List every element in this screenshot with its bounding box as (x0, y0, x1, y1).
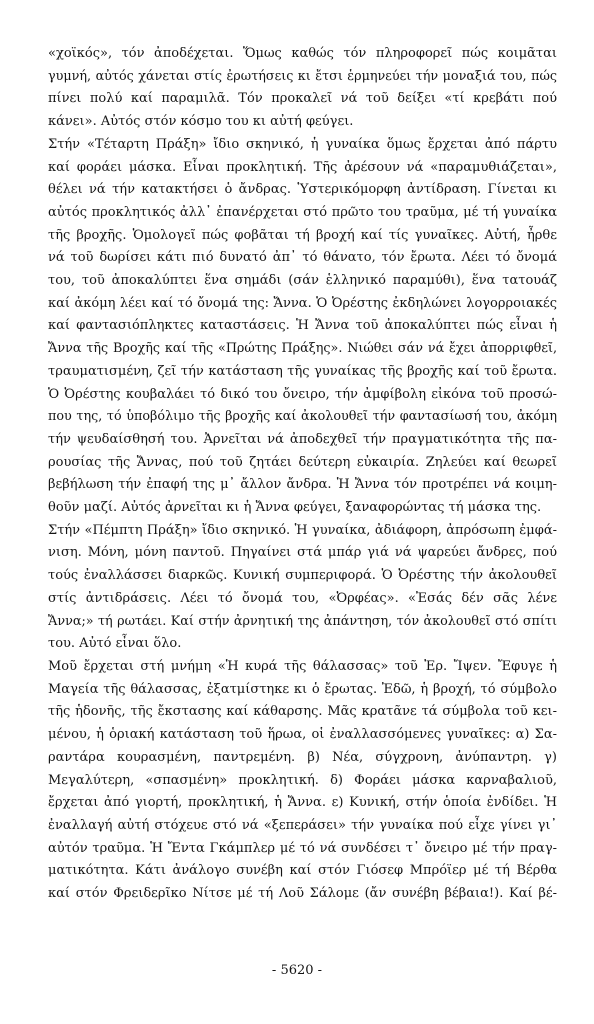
text-line: καί στόν Φρειδερῖκο Νίτσε μέ τή Λοῦ Σάλομε (ἄν συνέβη βέβαια!). Καί βέ- (48, 886, 557, 902)
text-line: του. Αὐτό εἶναι ὅλο. (48, 636, 182, 652)
text-line: ρουσίας τῆς Ἄννας, πού τοῦ ζητάει δεύτερη εὐκαιρία. Ζηλεύει καί θεωρεῖ (48, 454, 557, 470)
text-line: του, τοῦ ἀποκαλύπτει ἕνα σημάδι (σάν ἑλληνικό παραμύθι), ἕνα τατουάζ (48, 273, 557, 289)
text-line: ραντάρα κουρασμένη, παντρεμένη. β) Νέα, σύγχρονη, ἀνύπαντρη. γ) (48, 749, 557, 765)
text-line: τούς ἐναλλάσσει διαρκῶς. Κυνική συμπεριφορά. Ὁ Ὀρέστης τήν ἀκολουθεῖ (48, 568, 557, 584)
text-line: Μαγεία τῆς θάλασσας, ἐξατμίστηκε κι ὁ ἔρωτας. Ἐδῶ, ἡ βροχή, τό σύμβολο (48, 681, 557, 697)
text-line: που της, τό ὑποβόλιμο τῆς βροχῆς καί ἀκολουθεῖ τήν φαντασίωσή του, ἀκόμη (48, 409, 557, 425)
text-line: μένου, ἡ ὁριακή κατάσταση τοῦ ἥρωα, οἱ ἐναλλασσόμενες γυναῖκες: α) Σα- (48, 727, 557, 743)
text-line: γυμνή, αὐτός χάνεται στίς ἐρωτήσεις κι ἔτσι ἑρμηνεύει τήν μοναξιά του, πώς (48, 68, 557, 84)
text-line: Ἄννα;» τή ρωτάει. Καί στήν ἀρνητική της ἀπάντηση, τόν ἀκολουθεῖ στό σπίτι (48, 613, 557, 629)
text-line: καί φαντασιόπληκτες καταστάσεις. Ἡ Ἄννα τοῦ ἀποκαλύπτει πώς εἶναι ἡ (48, 318, 557, 334)
text-line: νά τοῦ δωρίσει κάτι πιό δυνατό ἀπ᾽ τό θάνατο, τόν ἔρωτα. Λέει τό ὄνομά (48, 250, 557, 266)
text-line: «χοϊκός», τόν ἀποδέχεται. Ὅμως καθώς τόν πληροφορεῖ πώς κοιμᾶται (48, 46, 557, 61)
text-line: ματικότητα. Κάτι ἀνάλογο συνέβη καί στόν Γιόσεφ Μπρόϊερ μέ τή Βέρθα (48, 863, 557, 879)
text-line: βεβήλωση τήν ἐπαφή της μ᾽ ἄλλον ἄνδρα. Ἡ Ἄννα τόν προτρέπει νά κοιμη- (48, 477, 557, 493)
text-line: Μοῦ ἔρχεται στή μνήμη «Ἡ κυρά τῆς θάλασσας» τοῦ Ἐρ. Ἴψεν. Ἔφυγε ἡ (48, 658, 557, 674)
text-line: τραυματισμένη, ζεῖ τήν κατάσταση τῆς γυναίκας τῆς βροχῆς καί τοῦ ἔρωτα. (48, 363, 557, 379)
text-line: τήν ψευδαίσθησή του. Ἀρνεῖται νά ἀποδεχθεῖ τήν πραγματικότητα τῆς πα- (48, 431, 557, 447)
text-line: αὐτός προκλητικός ἀλλ᾽ ἐπανέρχεται στό πρῶτο του τραῦμα, μέ τή γυναίκα (48, 204, 557, 220)
body-text (48, 43, 557, 906)
text-line: ἐναλλαγή αὐτή στόχευε στό νά «ξεπεράσει» τήν γυναίκα πού εἶχε γίνει γι᾽ (48, 817, 557, 833)
text-line: ἔρχεται ἀπό γιορτή, προκλητική, ἡ Ἄννα. ε) Κυνική, στήν ὁποία ἐνδίδει. Ἡ (48, 795, 557, 811)
text-line: αὐτόν τραῦμα. Ἡ Ἔντα Γκάμπλερ μέ τό νά συνδέσει τ᾽ ὄνειρο μέ τήν πραγ- (48, 840, 557, 856)
text-line: νιση. Μόνη, μόνη παντοῦ. Πηγαίνει στά μπάρ γιά νά ψαρεύει ἄνδρες, πού (48, 545, 557, 561)
text-line: Στήν «Τέταρτη Πράξη» ἴδιο σκηνικό, ἡ γυναίκα ὅμως ἔρχεται ἀπό πάρτυ (48, 136, 557, 152)
text-line: Στήν «Πέμπτη Πράξη» ἴδιο σκηνικό. Ἡ γυναίκα, ἀδιάφορη, ἀπρόσωπη ἐμφά- (48, 522, 557, 538)
text-line: κάνει». Αὐτός στόν κόσμο του κι αὐτή φεύγει. (48, 114, 354, 130)
text-line: θέλει νά τήν κατακτήσει ὁ ἄνδρας. Ὑστερικόμορφη ἀντίδραση. Γίνεται κι (48, 182, 557, 198)
text-line: καί φοράει μάσκα. Εἶναι προκλητική. Τῆς ἀρέσουν νά «παραμυθιάζεται», (48, 159, 557, 175)
text-line: καί ἀκόμη λέει καί τό ὄνομά της: Ἄννα. Ὁ Ὀρέστης ἐκδηλώνει λογορροιακές (48, 295, 557, 311)
text-line: θοῦν μαζί. Αὐτός ἀρνεῖται κι ἡ Ἄννα φεύγει, ξαναφορώντας τή μάσκα της. (48, 500, 542, 516)
text-line: τῆς ἡδονῆς, τῆς ἔκστασης καί κάθαρσης. Μᾶς κρατᾶνε τά σύμβολα τοῦ κει- (48, 704, 557, 720)
text-line: Ὁ Ὀρέστης κουβαλάει τό δικό του ὄνειρο, τήν ἀμφίβολη εἰκόνα τοῦ προσώ- (48, 386, 557, 402)
text-line: Ἄννα τῆς Βροχῆς καί τῆς «Πρώτης Πράξης». Νιώθει σάν νά ἔχει ἀπορριφθεῖ, (48, 341, 557, 357)
page-number: - 5620 - (271, 963, 323, 978)
text-line: στίς ἀντιδράσεις. Λέει τό ὄνομά του, «Ὀρφέας». «Ἐσάς δέν σᾶς λένε (48, 590, 557, 606)
text-line: τῆς βροχῆς. Ὁμολογεῖ πώς φοβᾶται τή βροχή καί τίς γυναῖκες. Αὐτή, ἦρθε (48, 227, 557, 243)
text-line: Μεγαλύτερη, «σπασμένη» προκλητική. δ) Φοράει μάσκα καρναβαλιοῦ, (48, 772, 557, 788)
text-line: πίνει πολύ καί παραμιλᾶ. Τόν προκαλεῖ νά τοῦ δείξει «τί κρεβάτι πού (48, 91, 557, 107)
